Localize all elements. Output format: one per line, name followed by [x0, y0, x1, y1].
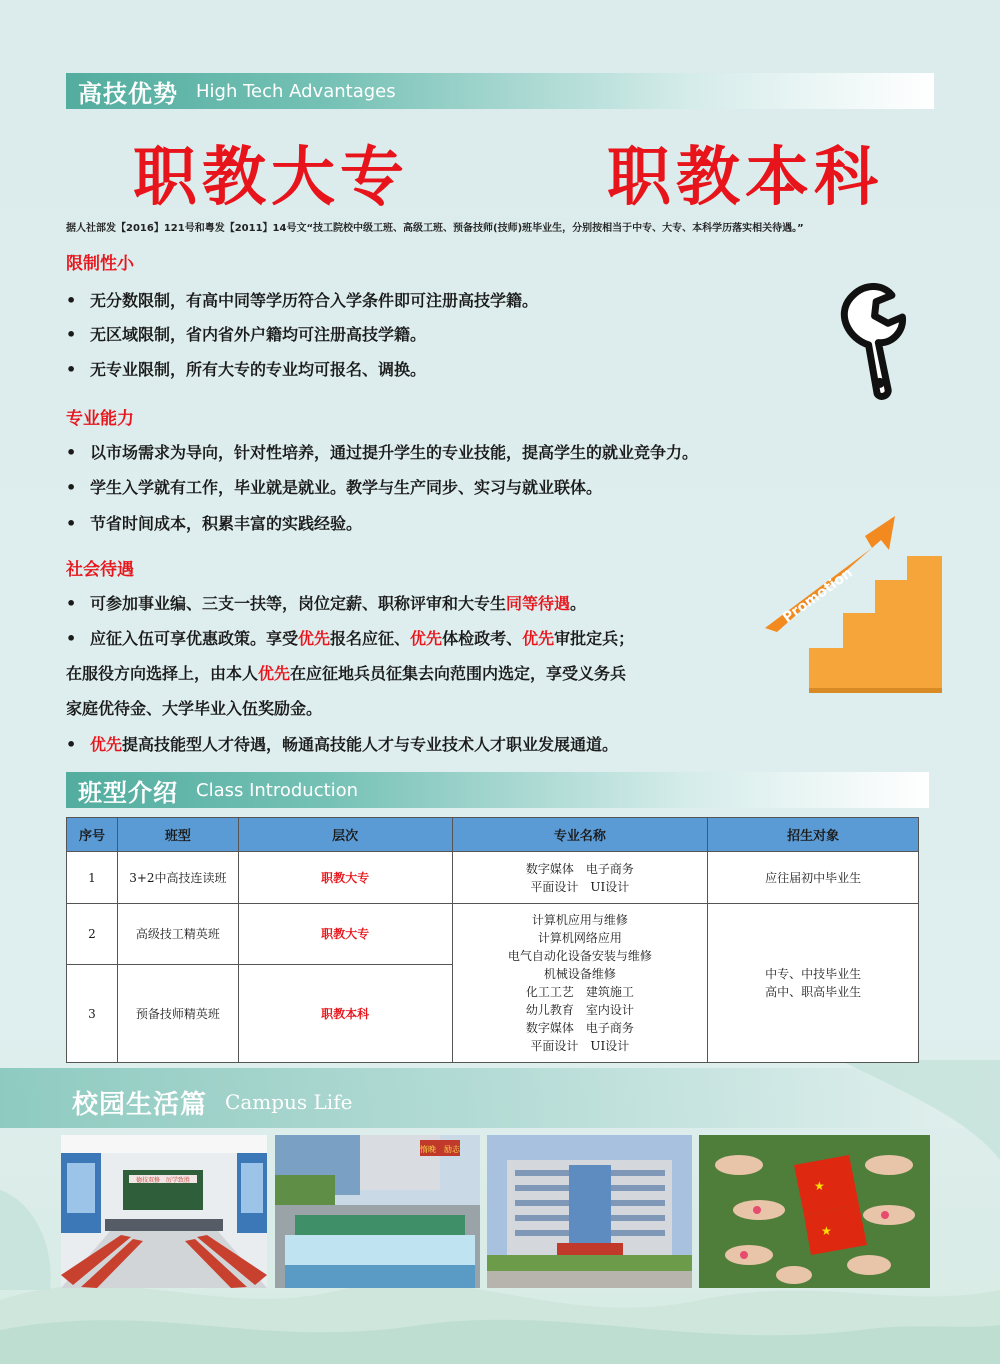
limit-item: • 无区域限制，省内省外户籍均可注册高技学籍。 — [66, 325, 427, 344]
headline-left: 职教大专 — [133, 141, 409, 215]
photo-computer-lab — [61, 1135, 267, 1288]
treatment-item-3: • 优先提高技能型人才待遇，畅通高技能人才与专业技术人才职业发展通道。 — [66, 735, 619, 754]
col-header-target: 招生对象 — [708, 818, 919, 852]
section-header-classes — [66, 772, 929, 808]
subheading-treatment: 社会待遇 — [66, 560, 134, 580]
ability-item: • 节省时间成本，积累丰富的实践经验。 — [66, 514, 363, 533]
photo-banner-text: 德技双修 厉学致胜 — [135, 1177, 191, 1184]
col-header-level: 层次 — [238, 818, 452, 852]
subheading-ability: 专业能力 — [66, 409, 134, 429]
limit-item: • 无专业限制，所有大专的专业均可报名、调换。 — [66, 360, 427, 379]
svg-text:★: ★ — [821, 1224, 832, 1238]
limit-item: • 无分数限制，有高中同等学历符合入学条件即可注册高技学籍。 — [66, 291, 539, 310]
promotion-label: Promotion — [779, 565, 856, 627]
photo-hands-flag — [699, 1135, 930, 1288]
treatment-item-1: • 可参加事业编、三支一扶等，岗位定薪、职称评审和大专生同等待遇。 — [66, 594, 587, 613]
ability-item: • 学生入学就有工作，毕业就是就业。教学与生产同步、实习与就业联体。 — [66, 478, 603, 497]
table-row: 3 预备技师精英班 职教本科 — [67, 965, 919, 1063]
photo-campus-building — [487, 1135, 692, 1288]
section-title-en: Campus Life — [225, 1090, 353, 1114]
majors-cell: 数字媒体 电子商务 平面设计 UI设计 — [452, 852, 708, 904]
headline-right: 职教本科 — [607, 141, 883, 215]
wrench-icon — [808, 283, 943, 408]
table-row: 2 高级技工精英班 职教大专 计算机应用与维修 计算机网络应用 电气自动化设备安装与维修 机械设备维修 化工工艺 建筑施工 幼儿教育 室内设计 数字媒体 电子商务 平面设计 UI设计 中专、中技毕业生 高中、职高毕业生 — [67, 904, 919, 965]
section-title-en: High Tech Advantages — [196, 80, 396, 102]
policy-note: 据人社部发【2016】121号和粤发【2011】14号文“技工院校中级工班、高级工班、预备技师(技师)班毕业生，分别按相当于中专、大专、本科学历落实相关待遇。” — [66, 223, 804, 234]
col-header-majors: 专业名称 — [452, 818, 708, 852]
section-title-en: Class Introduction — [196, 779, 359, 801]
section-title-cn: 高技优势 — [78, 79, 178, 108]
col-header-no: 序号 — [67, 818, 118, 852]
table-header-row — [67, 818, 919, 852]
photo-banner-text: 惰晚 励志 — [420, 1145, 460, 1154]
table-row: 1 3+2中高技连读班 职教大专 数字媒体 电子商务 平面设计 UI设计 应往届初中毕业生 — [67, 852, 919, 904]
photo-students-assembly — [275, 1135, 480, 1288]
section-header-advantages — [66, 73, 934, 109]
treatment-item-2-line3: 家庭优待金、大学毕业入伍奖励金。 — [66, 699, 323, 718]
promotion-stairs-graphic — [757, 508, 947, 693]
section-title-cn: 班型介绍 — [78, 778, 178, 807]
treatment-item-2-line2: 在服役方向选择上，由本人优先在应征地兵员征集去向范围内选定，享受义务兵 — [66, 664, 627, 683]
target-cell-merged: 中专、中技毕业生 高中、职高毕业生 — [708, 904, 919, 1063]
subheading-limits: 限制性小 — [66, 254, 134, 274]
treatment-item-2: • 应征入伍可享优惠政策。享受优先报名应征、优先体检政考、优先审批定兵； — [66, 629, 635, 648]
section-title-cn: 校园生活篇 — [72, 1089, 208, 1120]
svg-text:★: ★ — [814, 1179, 825, 1193]
majors-cell-merged: 计算机应用与维修 计算机网络应用 电气自动化设备安装与维修 机械设备维修 化工工艺 建筑施工 幼儿教育 室内设计 数字媒体 电子商务 平面设计 UI设计 — [452, 904, 708, 1063]
col-header-type: 班型 — [117, 818, 238, 852]
ability-item: • 以市场需求为导向，针对性培养，通过提升学生的专业技能，提高学生的就业竞争力。 — [66, 443, 699, 462]
section-header-campus — [60, 1084, 760, 1120]
class-table — [66, 817, 919, 1063]
